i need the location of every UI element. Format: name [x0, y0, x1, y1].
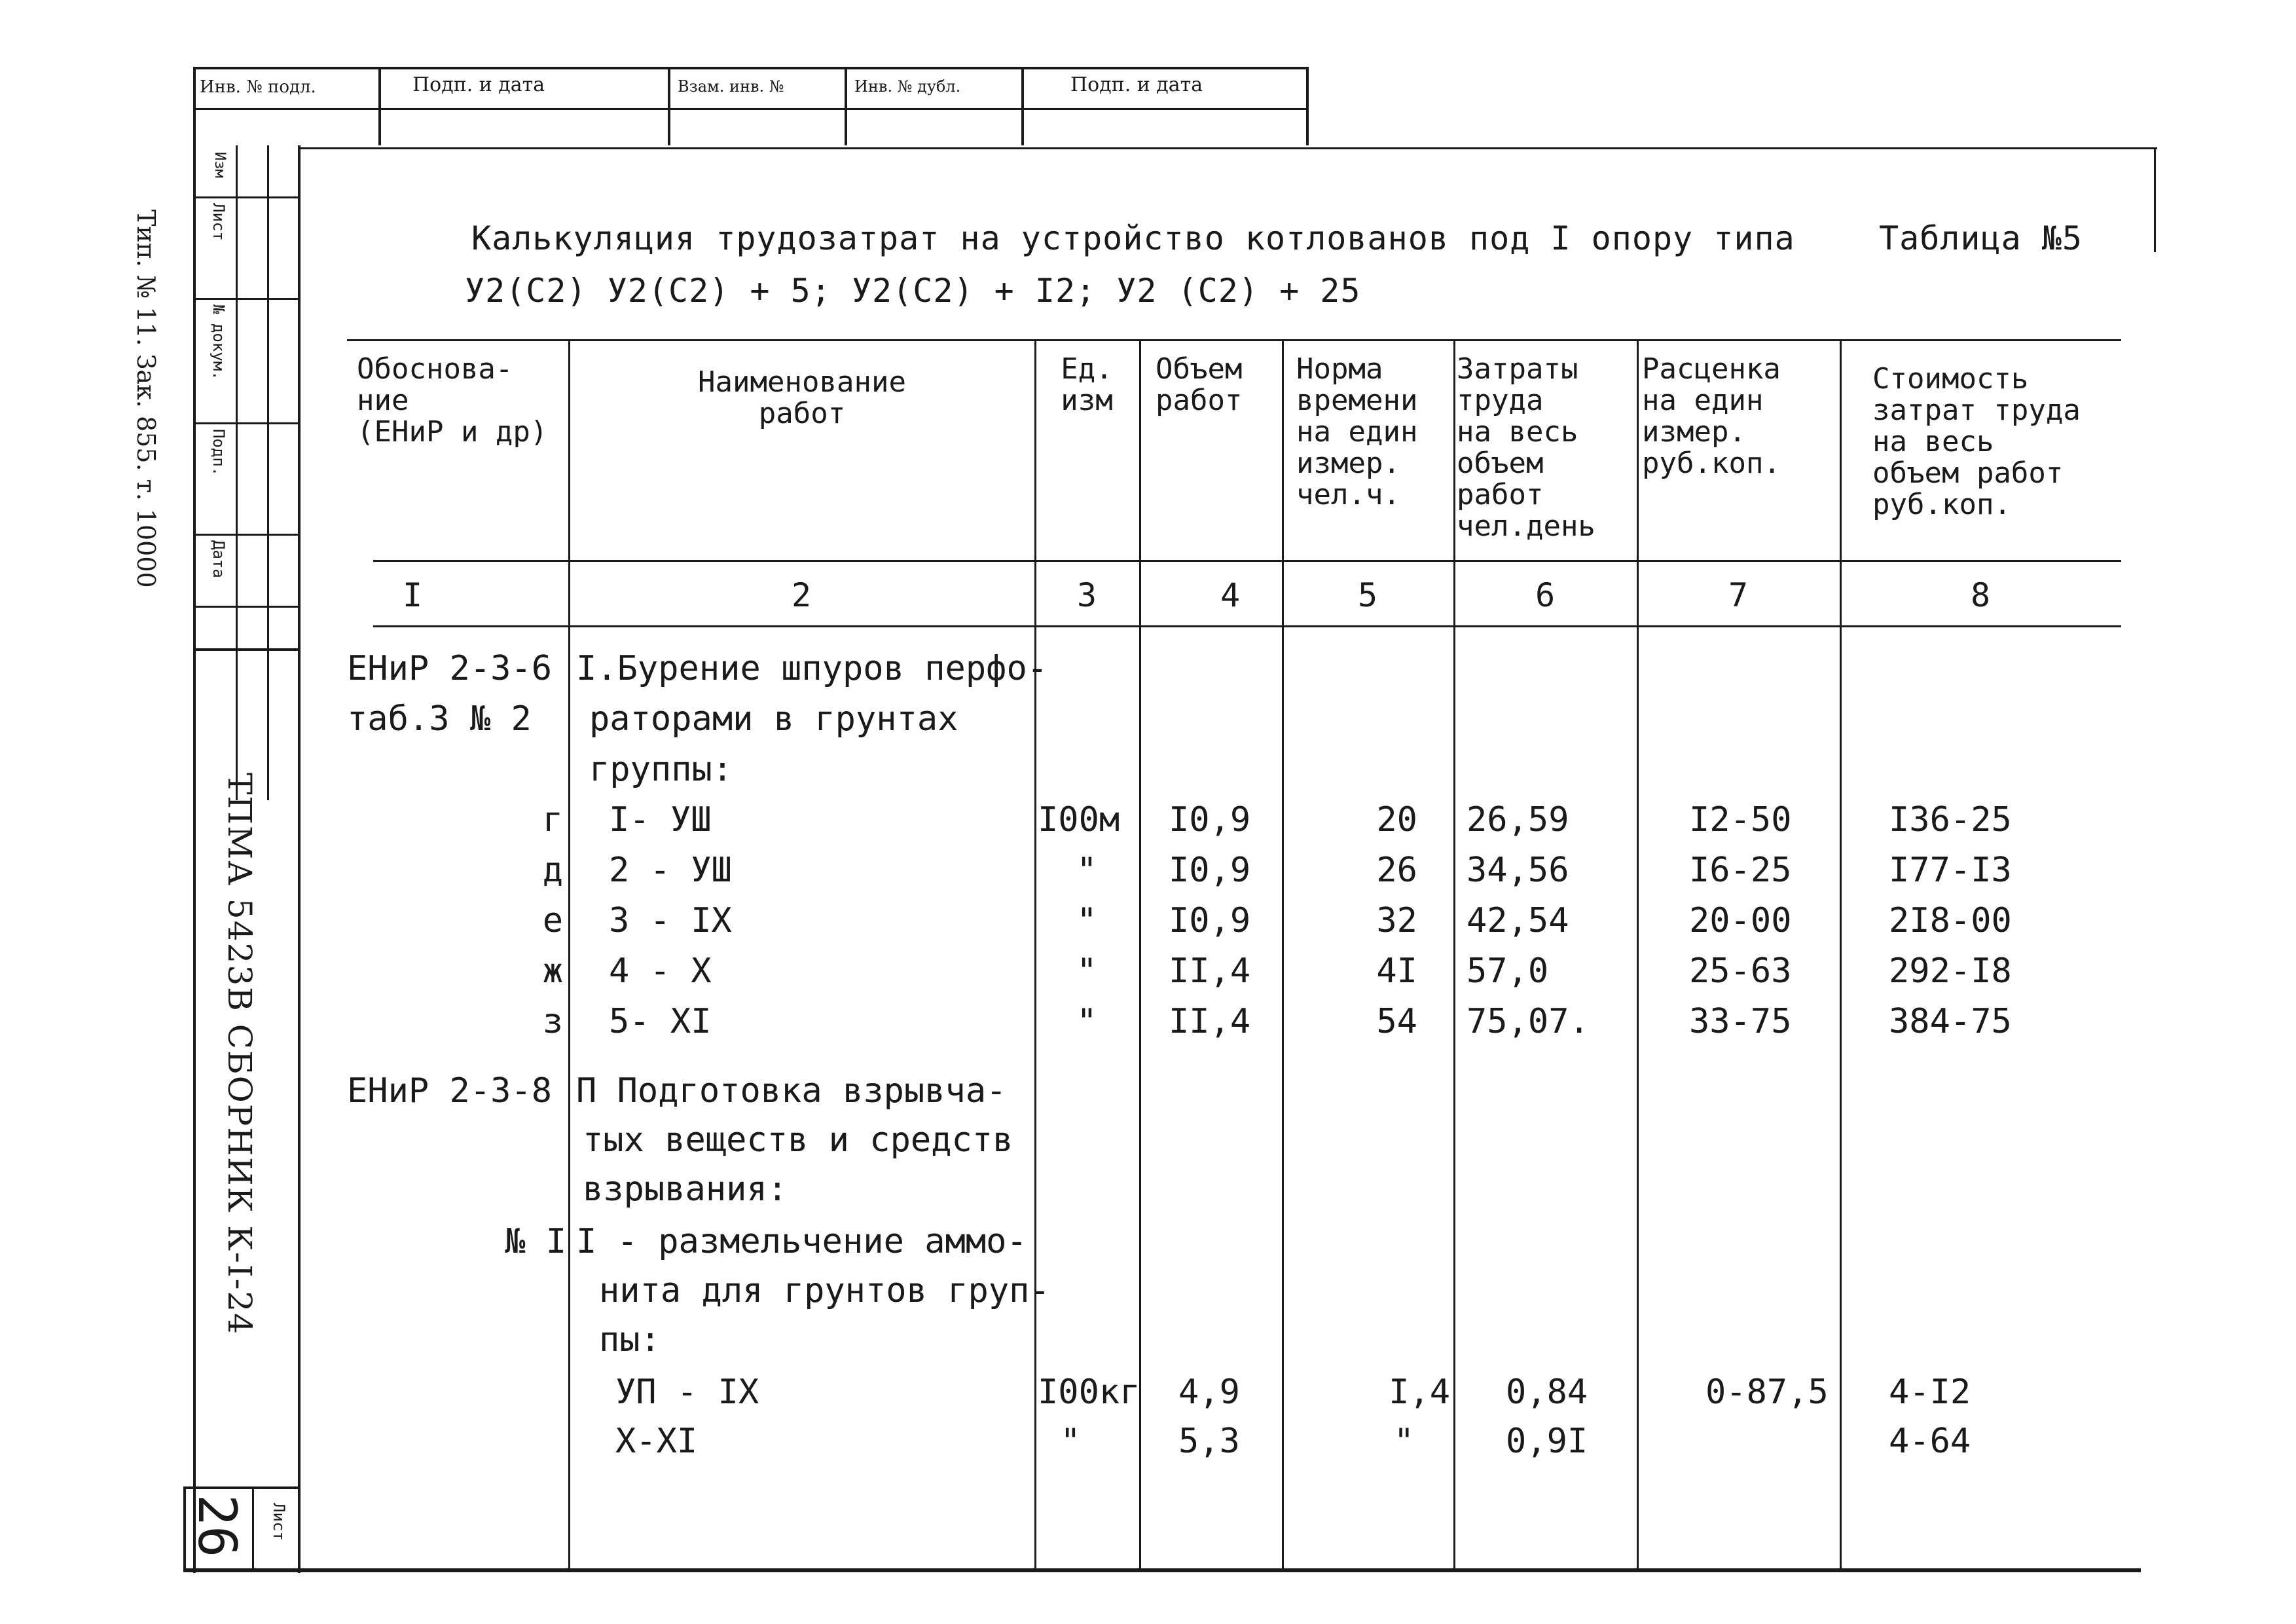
frame-right: [2154, 147, 2156, 252]
side-stamp-sign: Подп.: [210, 429, 228, 477]
row-labor: 57,0: [1467, 951, 1549, 991]
frame-top: [298, 147, 2157, 149]
header-basis: Обоснова- ние (ЕНиР и др): [357, 352, 548, 449]
header-norm: Норма времени на един измер. чел.ч.: [1296, 352, 1418, 511]
row-name: 2 - УШ: [609, 851, 732, 890]
row-mark: ж: [542, 951, 563, 991]
section-2-sub-title-line3: пы:: [599, 1320, 661, 1359]
printer-note: Тип. № 11. Зак. 855. т. 10000: [132, 210, 160, 588]
row-norm: I,4: [1389, 1373, 1450, 1412]
row-mark: е: [542, 901, 563, 940]
row-cost: 4-I2: [1889, 1373, 1971, 1412]
section-2-sub-basis: № I: [505, 1222, 566, 1261]
colnum-4: 4: [1220, 576, 1241, 614]
table-label: Таблица №5: [1879, 219, 2083, 257]
row-cost: I77-I3: [1889, 851, 2012, 890]
row-rate: 25-63: [1689, 951, 1792, 991]
stamp-replace-label: Взам. инв. №: [678, 77, 784, 96]
colnum-5: 5: [1357, 576, 1378, 614]
side-stamp-date: Дата: [210, 540, 228, 578]
row-volume: I0,9: [1169, 901, 1251, 940]
sheet-label: Лист: [270, 1503, 288, 1541]
row-unit: I00м: [1038, 800, 1120, 840]
row-mark: д: [542, 851, 563, 890]
row-labor: 26,59: [1467, 800, 1569, 840]
row-name: X-XI: [615, 1422, 698, 1461]
row-norm: 54: [1376, 1002, 1417, 1041]
row-labor: 75,07.: [1467, 1002, 1590, 1041]
row-volume: I0,9: [1169, 851, 1251, 890]
row-labor: 34,56: [1467, 851, 1569, 890]
sheet-number: 26: [187, 1494, 247, 1558]
stamp-inv-label: Инв. № подл.: [200, 77, 316, 97]
project-code: ТПМА 5423В СБОРНИК К-I-24: [221, 773, 259, 1336]
row-unit: ": [1076, 901, 1097, 940]
row-rate: 20-00: [1689, 901, 1792, 940]
row-unit: I00кг: [1038, 1373, 1140, 1412]
section-1-title-line2: раторами в грунтах: [589, 699, 958, 739]
header-rate: Расценка на един измер. руб.коп.: [1642, 352, 1781, 480]
side-stamp-list: Лист: [210, 203, 228, 241]
colnum-3: 3: [1076, 576, 1097, 614]
row-name: I- УШ: [609, 800, 712, 840]
row-norm: 32: [1376, 901, 1417, 940]
row-volume: II,4: [1169, 951, 1251, 991]
section-1-title-line3: группы:: [589, 750, 733, 789]
side-stamp-izm: Изм: [211, 152, 228, 178]
page-title: Калькуляция трудозатрат на устройство котлованов под I опору типа: [471, 219, 1795, 257]
stamp-sign2-label: Подп. и дата: [1070, 73, 1203, 96]
section-2-basis: ЕНиР 2-3-8: [347, 1071, 553, 1111]
row-labor: 42,54: [1467, 901, 1569, 940]
row-norm: 26: [1376, 851, 1417, 890]
row-rate: I2-50: [1689, 800, 1792, 840]
row-volume: I0,9: [1169, 800, 1251, 840]
row-rate: I6-25: [1689, 851, 1792, 890]
colnum-7: 7: [1728, 576, 1749, 614]
row-name: 4 - X: [609, 951, 712, 991]
header-labor: Затраты труда на весь объем работ чел.день: [1457, 352, 1595, 543]
row-cost: 384-75: [1889, 1002, 2012, 1041]
header-cost: Стоимость затрат труда на весь объем работ руб.коп.: [1872, 362, 2081, 521]
row-rate: 33-75: [1689, 1002, 1792, 1041]
stamp-dup-label: Инв. № дубл.: [854, 77, 961, 96]
section-2-sub-title-line2: нита для грунтов груп-: [599, 1271, 1050, 1310]
row-volume: 5,3: [1178, 1422, 1240, 1461]
row-rate: 0-87,5: [1705, 1373, 1829, 1412]
frame-bottom: [183, 1568, 2141, 1572]
row-unit: ": [1076, 951, 1097, 991]
row-volume: 4,9: [1178, 1373, 1240, 1412]
row-labor: 0,9I: [1506, 1422, 1588, 1461]
row-name: УП - IX: [615, 1373, 759, 1412]
row-mark: г: [542, 800, 563, 840]
row-norm: ": [1393, 1422, 1414, 1461]
row-norm: 20: [1376, 800, 1417, 840]
colnum-8: 8: [1970, 576, 1991, 614]
section-2-title-line1: П Подготовка взрывча-: [576, 1071, 1007, 1111]
section-1-title-line1: I.Бурение шпуров перфо-: [576, 649, 1048, 688]
row-cost: 4-64: [1889, 1422, 1971, 1461]
row-cost: 292-I8: [1889, 951, 2012, 991]
stamp-sign-label: Подп. и дата: [412, 73, 545, 96]
row-unit: ": [1060, 1422, 1081, 1461]
side-stamp-doc: № докум.: [210, 304, 228, 380]
row-cost: I36-25: [1889, 800, 2012, 840]
row-mark: з: [542, 1002, 563, 1041]
section-1-basis-line1: ЕНиР 2-3-6: [347, 649, 553, 688]
row-unit: ": [1076, 851, 1097, 890]
colnum-1: I: [402, 576, 423, 614]
section-2-sub-title-line1: I - размельчение аммо-: [576, 1222, 1027, 1261]
header-unit: Ед. изм: [1061, 352, 1113, 417]
page-subtitle: У2(С2) У2(С2) + 5; У2(С2) + I2; У2 (С2) + 25: [465, 272, 1361, 310]
row-name: 3 - IX: [609, 901, 732, 940]
section-2-title-line3: взрывания:: [583, 1170, 788, 1209]
row-name: 5- XI: [609, 1002, 712, 1041]
section-1-basis-line2: таб.3 № 2: [347, 699, 532, 739]
row-unit: ": [1076, 1002, 1097, 1041]
row-norm: 4I: [1376, 951, 1417, 991]
section-2-title-line2: тых веществ и средств: [583, 1120, 1013, 1160]
colnum-6: 6: [1535, 576, 1556, 614]
header-volume: Объем работ: [1156, 352, 1243, 417]
colnum-2: 2: [791, 576, 812, 614]
row-cost: 2I8-00: [1889, 901, 2012, 940]
header-name: Наименование работ: [698, 365, 906, 430]
row-labor: 0,84: [1506, 1373, 1588, 1412]
row-volume: II,4: [1169, 1002, 1251, 1041]
